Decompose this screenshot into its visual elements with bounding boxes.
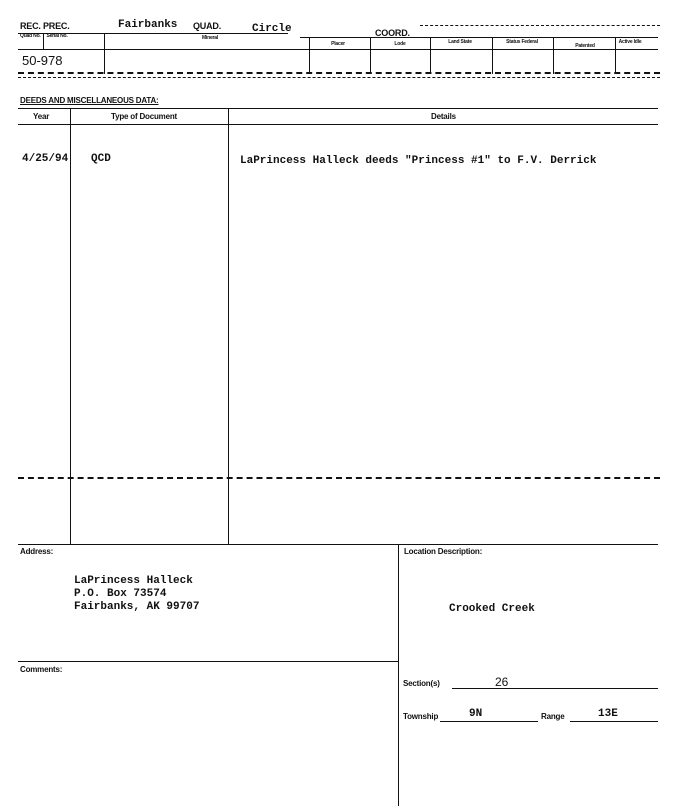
- deed-type: QCD: [91, 153, 111, 165]
- range-label: Range: [541, 712, 565, 721]
- address-line-po-box: P.O. Box 73574: [74, 588, 167, 600]
- column-header-rule: [18, 49, 658, 50]
- address-line-city: Fairbanks, AK 99707: [74, 601, 200, 613]
- col-status-federal: Status Federal: [506, 39, 538, 45]
- address-label: Address:: [20, 547, 54, 556]
- comments-top-rule: [18, 661, 398, 662]
- coord-dash-line: [420, 25, 660, 26]
- quad-value: Circle: [252, 23, 292, 35]
- address-block: [74, 575, 199, 614]
- col-lode: Lode: [394, 41, 406, 47]
- deeds-top-rule: [18, 108, 658, 109]
- col-active-idle: Active Idle: [618, 39, 642, 45]
- col-land-state: Land State: [448, 39, 472, 45]
- deed-year: 4/25/94: [22, 153, 69, 165]
- sep-patented: [615, 37, 616, 74]
- deeds-bottom-rule: [18, 544, 658, 545]
- col-details-header: Details: [431, 112, 456, 121]
- sep-mineral: [309, 37, 310, 74]
- deed-details: LaPrincess Halleck deeds "Princess #1" to F.V. Derrick: [240, 155, 597, 167]
- deeds-dash-rule: [18, 477, 660, 479]
- header-dash-rule-2: [18, 77, 660, 78]
- col-mineral: Mineral: [201, 35, 219, 41]
- header-dash-rule: [18, 72, 660, 74]
- deeds-section-title: DEEDS AND MISCELLANEOUS DATA:: [20, 96, 159, 105]
- address-line-name: LaPrincess Halleck: [74, 575, 193, 587]
- sep-quad: [43, 34, 44, 49]
- record-number: 50-978: [22, 53, 63, 68]
- sep-lode: [430, 37, 431, 74]
- range-underline: [570, 721, 658, 722]
- section-underline: [452, 688, 658, 689]
- township-value: 9N: [469, 708, 483, 720]
- lower-center-divider: [398, 544, 399, 806]
- township-underline: [440, 721, 538, 722]
- sep-placer: [370, 37, 371, 74]
- col-quad-no: Quad No.: [20, 33, 41, 39]
- comments-label: Comments:: [20, 665, 63, 674]
- col-patented: Patented: [575, 43, 595, 49]
- sep-serial: [104, 34, 105, 74]
- coord-label: COORD.: [375, 28, 410, 38]
- location-label: Location Description:: [404, 547, 483, 556]
- section-value: 26: [495, 675, 509, 689]
- rec-prec-label: REC. PREC.: [20, 21, 70, 31]
- range-value: 13E: [598, 708, 618, 720]
- col-year-header: Year: [33, 112, 50, 121]
- location-value: Crooked Creek: [449, 603, 535, 615]
- rec-prec-value: Fairbanks: [118, 19, 178, 31]
- col-type-header: Type of Document: [111, 112, 177, 121]
- quad-label: QUAD.: [193, 21, 221, 31]
- sep-federal: [553, 37, 554, 74]
- col-placer: Placer: [331, 41, 345, 47]
- sep-state: [492, 37, 493, 74]
- deeds-header-rule: [18, 124, 658, 125]
- township-label: Township: [403, 712, 439, 721]
- section-label: Section(s): [403, 679, 440, 688]
- col-serial-no: Serial No.: [46, 33, 68, 39]
- coord-rule: [300, 37, 658, 38]
